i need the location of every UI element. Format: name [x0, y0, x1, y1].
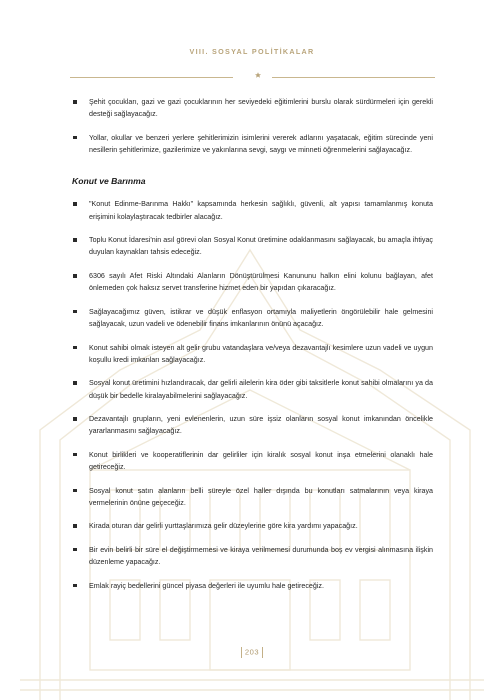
- list-item: Sosyal konut üretimini hızlandıracak, dar gelirli ailelerin kira öder gibi taksitlerle konut sahibi olmalarını ya da düşük bir bedelle kiralayabilmelerini sağlayacağız.: [72, 377, 433, 402]
- bullet-icon: [73, 136, 77, 140]
- bullet-icon: [73, 100, 77, 104]
- divider-line-right: [272, 77, 435, 78]
- page-number: 203: [0, 647, 504, 658]
- page-number-bar-left: [241, 647, 242, 658]
- list-item: Şehit çocukları, gazi ve gazi çocuklarının her seviyedeki eğitimlerini burslu olarak sürdürmeleri için gerekli desteği sağlayacağız.: [72, 96, 433, 121]
- bullet-icon: [73, 584, 77, 588]
- bullet-icon: [73, 274, 77, 278]
- list-item: Yollar, okullar ve benzeri yerlere şehitlerimizin isimlerini vererek adlarını yaşatacak, eğitim sürecinde yeni nesillerin şehitlerimize, gazilerimize ve yakınlarına sevgi, saygı ve minneti öğrenmelerini sağlayacağız.: [72, 132, 433, 157]
- running-header: VIII. SOSYAL POLİTİKALAR: [189, 47, 315, 56]
- list-item: Kirada oturan dar gelirli yurttaşlarımıza gelir düzeylerine göre kira yardımı yapacağız.: [72, 520, 433, 532]
- divider-line-left: [70, 77, 233, 78]
- bullet-icon: [73, 310, 77, 314]
- bullet-icon: [73, 238, 77, 242]
- list-item: Emlak rayiç bedellerini güncel piyasa değerleri ile uyumlu hale getireceğiz.: [72, 580, 433, 592]
- bullet-icon: [73, 381, 77, 385]
- bullet-icon: [73, 524, 77, 528]
- page-number-bar-right: [262, 647, 263, 658]
- crescent-star-icon: [239, 66, 267, 82]
- list-item: 6306 sayılı Afet Riski Altındaki Alanların Dönüştürülmesi Kanununu halkın elini kolunu bağlayan, afet önlemeden çok haksız servet transferine hizmet eden bir yapıdan çıkaracağız.: [72, 270, 433, 295]
- list-item: Sosyal konut satın alanların belli süreyle özel haller dışında bu konutları satmalarının veya kiraya vermelerinin önüne geçeceğiz.: [72, 485, 433, 510]
- list-item: Toplu Konut İdaresi'nin asıl görevi olan Sosyal Konut üretimine odaklanmasını sağlayacak, bu amaçla ihtiyaç duyulan kaynakları tahsis edeceğiz.: [72, 234, 433, 259]
- bullet-icon: [73, 453, 77, 457]
- bullet-icon: [73, 202, 77, 206]
- intro-list: [72, 96, 433, 156]
- housing-list: [72, 198, 433, 592]
- header-divider: [70, 66, 435, 82]
- bullet-icon: [73, 489, 77, 493]
- bullet-icon: [73, 417, 77, 421]
- list-item: Sağlayacağımız güven, istikrar ve düşük enflasyon ortamıyla maliyetlerin öngörülebilir hale gelmesini sağlayacak, uzun vadeli ve ödenebilir finans imkanlarının önünü açacağız.: [72, 306, 433, 331]
- bullet-icon: [73, 548, 77, 552]
- bullet-icon: [73, 346, 77, 350]
- main-content: [72, 96, 433, 603]
- list-item: Dezavantajlı grupların, yeni evlenenlerin, uzun süre işsiz olanların sosyal konut imkanından öncelikle yararlanmasını sağlayacağız.: [72, 413, 433, 438]
- list-item: "Konut Edinme-Barınma Hakkı" kapsamında herkesin sağlıklı, güvenli, alt yapısı tamamlanmış konuta erişimini kolaylaştıracak tedbirler alacağız.: [72, 198, 433, 223]
- list-item: Bir evin belirli bir süre el değiştirmemesi ve kiraya verilmemesi durumunda boş ev vergisi alınmasına ilişkin düzenleme yapacağız.: [72, 544, 433, 569]
- list-item: Konut birlikleri ve kooperatiflerinin dar gelirliler için kiralık sosyal konut inşa etmelerini olanaklı hale getireceğiz.: [72, 449, 433, 474]
- section-heading: Konut ve Barınma: [72, 176, 146, 187]
- list-item: Konut sahibi olmak isteyen alt gelir grubu vatandaşlara ve/veya dezavantajlı kesimlere uzun vadeli ve uygun koşullu kredi imkanları sağlayacağız.: [72, 342, 433, 367]
